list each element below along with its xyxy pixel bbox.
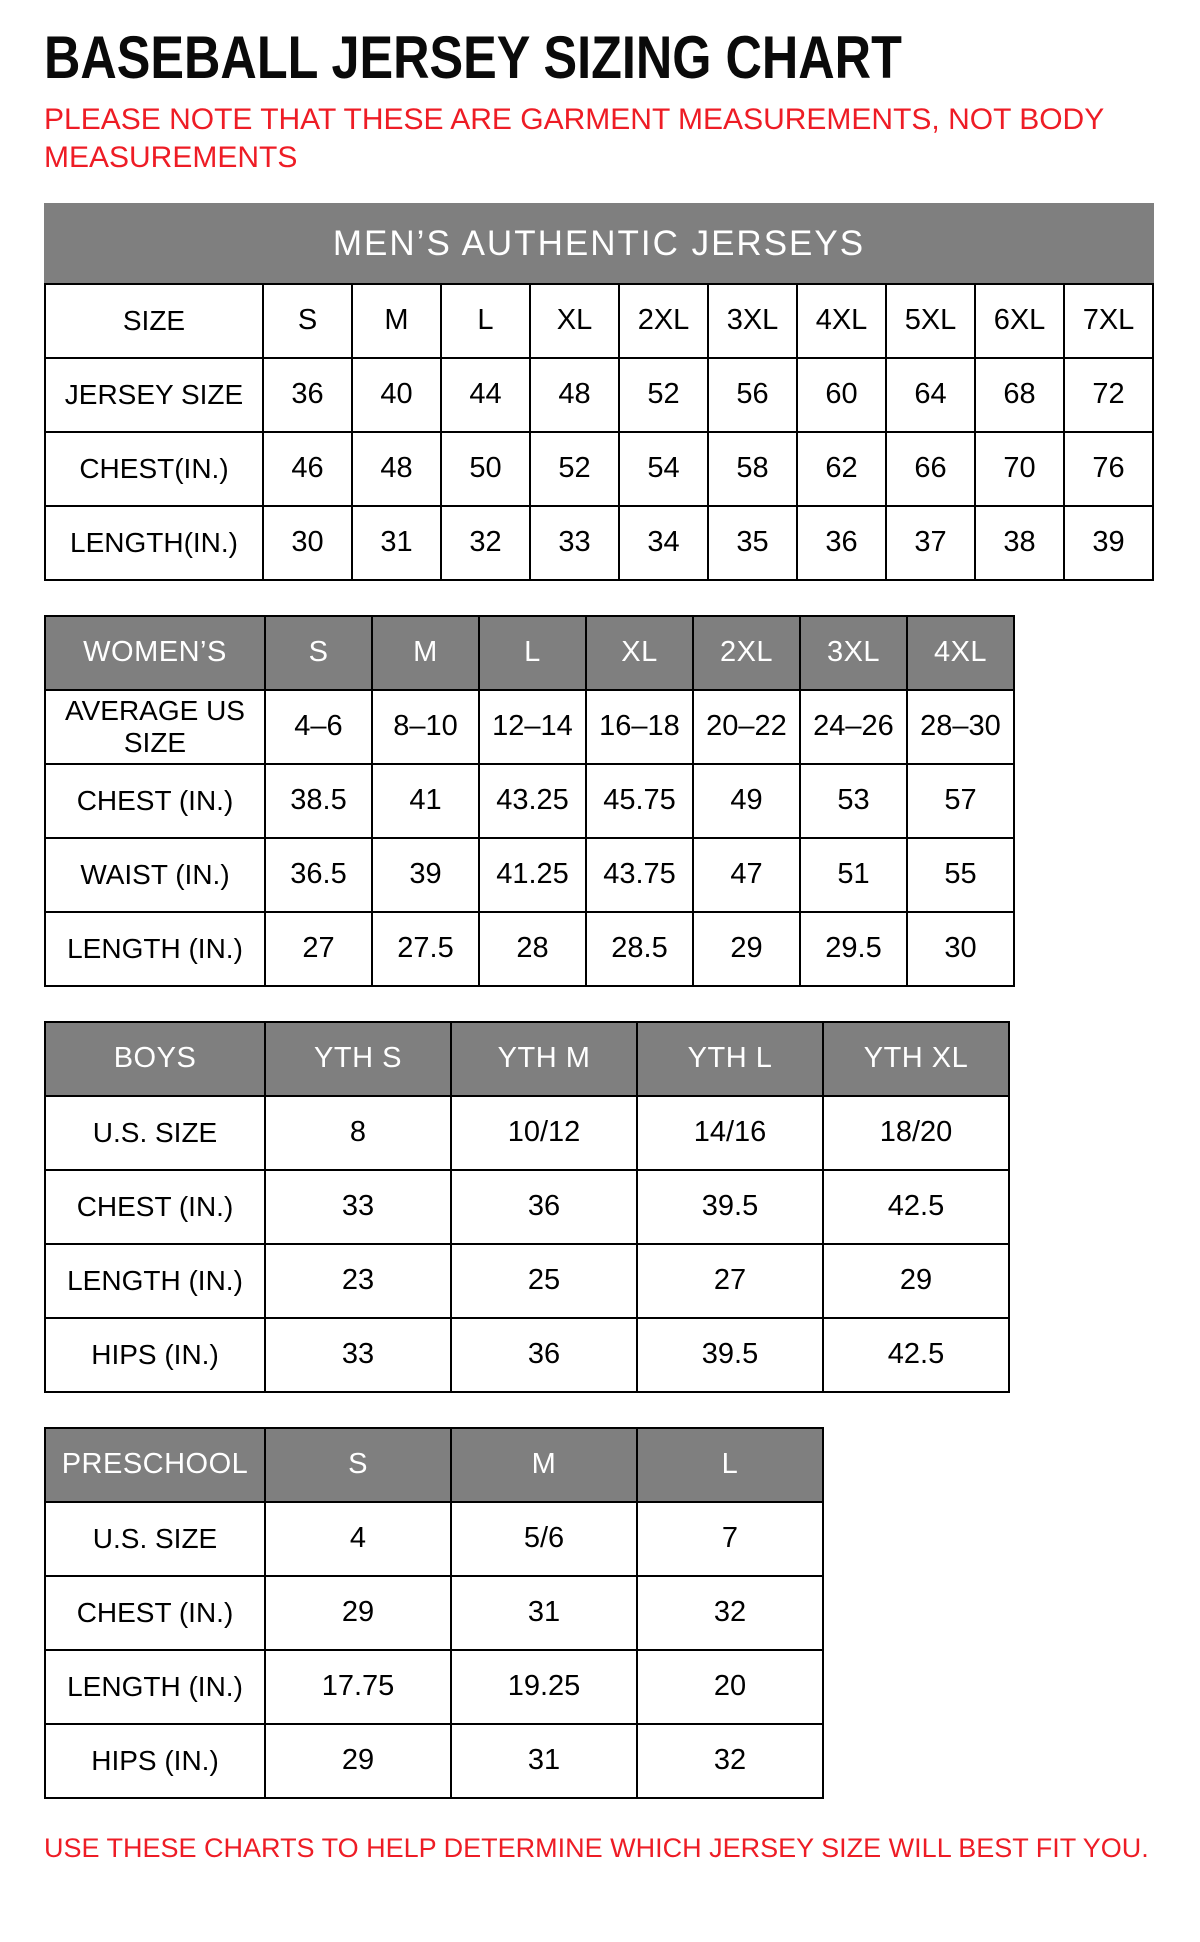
value-cell: 37 xyxy=(886,506,975,580)
table-title-cell: BOYS xyxy=(45,1022,265,1096)
column-header: YTH L xyxy=(637,1022,823,1096)
table-row xyxy=(45,432,1153,506)
column-header: L xyxy=(479,616,586,690)
table-row xyxy=(45,1318,1009,1392)
value-cell: 39 xyxy=(1064,506,1153,580)
table-row xyxy=(45,1170,1009,1244)
row-label: SIZE xyxy=(45,284,263,358)
column-header: XL xyxy=(586,616,693,690)
table-row xyxy=(45,1576,823,1650)
value-cell: 3XL xyxy=(708,284,797,358)
table-row xyxy=(45,690,1014,764)
column-header: 2XL xyxy=(693,616,800,690)
value-cell: 43.25 xyxy=(479,764,586,838)
value-cell: 17.75 xyxy=(265,1650,451,1724)
value-cell: 4XL xyxy=(797,284,886,358)
value-cell: 23 xyxy=(265,1244,451,1318)
table-row xyxy=(45,1244,1009,1318)
value-cell: 54 xyxy=(619,432,708,506)
value-cell: 43.75 xyxy=(586,838,693,912)
value-cell: 34 xyxy=(619,506,708,580)
column-header: 4XL xyxy=(907,616,1014,690)
value-cell: 36 xyxy=(797,506,886,580)
value-cell: 29 xyxy=(265,1724,451,1798)
row-label: JERSEY SIZE xyxy=(45,358,263,432)
row-label: CHEST (IN.) xyxy=(45,764,265,838)
value-cell: 44 xyxy=(441,358,530,432)
value-cell: 36.5 xyxy=(265,838,372,912)
value-cell: 42.5 xyxy=(823,1170,1009,1244)
boys-table-body xyxy=(45,1022,1009,1392)
header-row xyxy=(45,1428,823,1502)
column-header: M xyxy=(451,1428,637,1502)
value-cell: 35 xyxy=(708,506,797,580)
womens-sizing-table xyxy=(44,615,1015,987)
table-row xyxy=(45,764,1014,838)
value-cell: 27 xyxy=(265,912,372,986)
value-cell: 41.25 xyxy=(479,838,586,912)
value-cell: 40 xyxy=(352,358,441,432)
column-header: L xyxy=(637,1428,823,1502)
value-cell: 48 xyxy=(530,358,619,432)
value-cell: 32 xyxy=(637,1724,823,1798)
column-header: 3XL xyxy=(800,616,907,690)
table-row xyxy=(45,838,1014,912)
header-row xyxy=(45,616,1014,690)
value-cell: 56 xyxy=(708,358,797,432)
table-row xyxy=(45,1096,1009,1170)
row-label: HIPS (IN.) xyxy=(45,1318,265,1392)
value-cell: 29 xyxy=(693,912,800,986)
value-cell: 50 xyxy=(441,432,530,506)
value-cell: 39.5 xyxy=(637,1318,823,1392)
table-row xyxy=(45,506,1153,580)
value-cell: 31 xyxy=(451,1724,637,1798)
value-cell: 60 xyxy=(797,358,886,432)
value-cell: 4 xyxy=(265,1502,451,1576)
value-cell: 36 xyxy=(263,358,352,432)
column-header: S xyxy=(265,1428,451,1502)
value-cell: 32 xyxy=(637,1576,823,1650)
value-cell: 53 xyxy=(800,764,907,838)
table-row xyxy=(45,1724,823,1798)
value-cell: 52 xyxy=(530,432,619,506)
table-row xyxy=(45,912,1014,986)
value-cell: 47 xyxy=(693,838,800,912)
value-cell: 19.25 xyxy=(451,1650,637,1724)
value-cell: 10/12 xyxy=(451,1096,637,1170)
column-header: YTH S xyxy=(265,1022,451,1096)
preschool-table-body xyxy=(45,1428,823,1798)
value-cell: 33 xyxy=(530,506,619,580)
value-cell: 8 xyxy=(265,1096,451,1170)
boys-sizing-table xyxy=(44,1021,1010,1393)
table-row xyxy=(45,1650,823,1724)
table-row xyxy=(45,284,1153,358)
value-cell: 28 xyxy=(479,912,586,986)
value-cell: 64 xyxy=(886,358,975,432)
value-cell: 62 xyxy=(797,432,886,506)
garment-measurements-note: PLEASE NOTE THAT THESE ARE GARMENT MEASUREMENTS, NOT BODY MEASUREMENTS xyxy=(44,103,1104,174)
value-cell: 12–14 xyxy=(479,690,586,764)
column-header: S xyxy=(265,616,372,690)
value-cell: 76 xyxy=(1064,432,1153,506)
page-title: BASEBALL JERSEY SIZING CHART xyxy=(44,24,902,91)
value-cell: 33 xyxy=(265,1318,451,1392)
value-cell: 29 xyxy=(265,1576,451,1650)
value-cell: 24–26 xyxy=(800,690,907,764)
value-cell: 48 xyxy=(352,432,441,506)
mens-authentic-jerseys-table xyxy=(44,203,1154,581)
value-cell: 45.75 xyxy=(586,764,693,838)
value-cell: 30 xyxy=(907,912,1014,986)
row-label: AVERAGE US SIZE xyxy=(45,690,265,764)
row-label: U.S. SIZE xyxy=(45,1502,265,1576)
value-cell: 4–6 xyxy=(265,690,372,764)
value-cell: 38 xyxy=(975,506,1064,580)
value-cell: 20–22 xyxy=(693,690,800,764)
table-row xyxy=(45,358,1153,432)
column-header: M xyxy=(372,616,479,690)
value-cell: 31 xyxy=(451,1576,637,1650)
table-banner: MEN’S AUTHENTIC JERSEYS xyxy=(45,204,1153,284)
row-label: CHEST (IN.) xyxy=(45,1170,265,1244)
mens-table-body xyxy=(45,204,1153,580)
value-cell: 55 xyxy=(907,838,1014,912)
value-cell: 51 xyxy=(800,838,907,912)
value-cell: 70 xyxy=(975,432,1064,506)
value-cell: 39.5 xyxy=(637,1170,823,1244)
value-cell: 5XL xyxy=(886,284,975,358)
banner-row xyxy=(45,204,1153,284)
womens-table-body xyxy=(45,616,1014,986)
value-cell: S xyxy=(263,284,352,358)
footer-note: USE THESE CHARTS TO HELP DETERMINE WHICH JERSEY SIZE WILL BEST FIT YOU. xyxy=(44,1832,1149,1863)
value-cell: 7XL xyxy=(1064,284,1153,358)
row-label: HIPS (IN.) xyxy=(45,1724,265,1798)
column-header: YTH M xyxy=(451,1022,637,1096)
value-cell: 39 xyxy=(372,838,479,912)
value-cell: 30 xyxy=(263,506,352,580)
value-cell: 58 xyxy=(708,432,797,506)
row-label: LENGTH (IN.) xyxy=(45,912,265,986)
value-cell: 16–18 xyxy=(586,690,693,764)
table-row xyxy=(45,1502,823,1576)
row-label: LENGTH (IN.) xyxy=(45,1650,265,1724)
value-cell: 31 xyxy=(352,506,441,580)
value-cell: 46 xyxy=(263,432,352,506)
value-cell: XL xyxy=(530,284,619,358)
value-cell: 7 xyxy=(637,1502,823,1576)
value-cell: 49 xyxy=(693,764,800,838)
table-title-cell: PRESCHOOL xyxy=(45,1428,265,1502)
value-cell: 27 xyxy=(637,1244,823,1318)
value-cell: 14/16 xyxy=(637,1096,823,1170)
row-label: CHEST(IN.) xyxy=(45,432,263,506)
value-cell: 41 xyxy=(372,764,479,838)
value-cell: 33 xyxy=(265,1170,451,1244)
value-cell: 38.5 xyxy=(265,764,372,838)
value-cell: M xyxy=(352,284,441,358)
value-cell: 28.5 xyxy=(586,912,693,986)
value-cell: 32 xyxy=(441,506,530,580)
row-label: U.S. SIZE xyxy=(45,1096,265,1170)
value-cell: 6XL xyxy=(975,284,1064,358)
value-cell: 8–10 xyxy=(372,690,479,764)
value-cell: 29.5 xyxy=(800,912,907,986)
value-cell: 68 xyxy=(975,358,1064,432)
value-cell: 42.5 xyxy=(823,1318,1009,1392)
value-cell: 57 xyxy=(907,764,1014,838)
value-cell: 25 xyxy=(451,1244,637,1318)
row-label: CHEST (IN.) xyxy=(45,1576,265,1650)
value-cell: 27.5 xyxy=(372,912,479,986)
table-title-cell: WOMEN’S xyxy=(45,616,265,690)
row-label: LENGTH(IN.) xyxy=(45,506,263,580)
preschool-sizing-table xyxy=(44,1427,824,1799)
value-cell: 29 xyxy=(823,1244,1009,1318)
value-cell: L xyxy=(441,284,530,358)
value-cell: 52 xyxy=(619,358,708,432)
value-cell: 2XL xyxy=(619,284,708,358)
header-row xyxy=(45,1022,1009,1096)
row-label: WAIST (IN.) xyxy=(45,838,265,912)
value-cell: 36 xyxy=(451,1318,637,1392)
value-cell: 18/20 xyxy=(823,1096,1009,1170)
column-header: YTH XL xyxy=(823,1022,1009,1096)
value-cell: 20 xyxy=(637,1650,823,1724)
value-cell: 36 xyxy=(451,1170,637,1244)
value-cell: 66 xyxy=(886,432,975,506)
row-label: LENGTH (IN.) xyxy=(45,1244,265,1318)
value-cell: 5/6 xyxy=(451,1502,637,1576)
value-cell: 28–30 xyxy=(907,690,1014,764)
value-cell: 72 xyxy=(1064,358,1153,432)
